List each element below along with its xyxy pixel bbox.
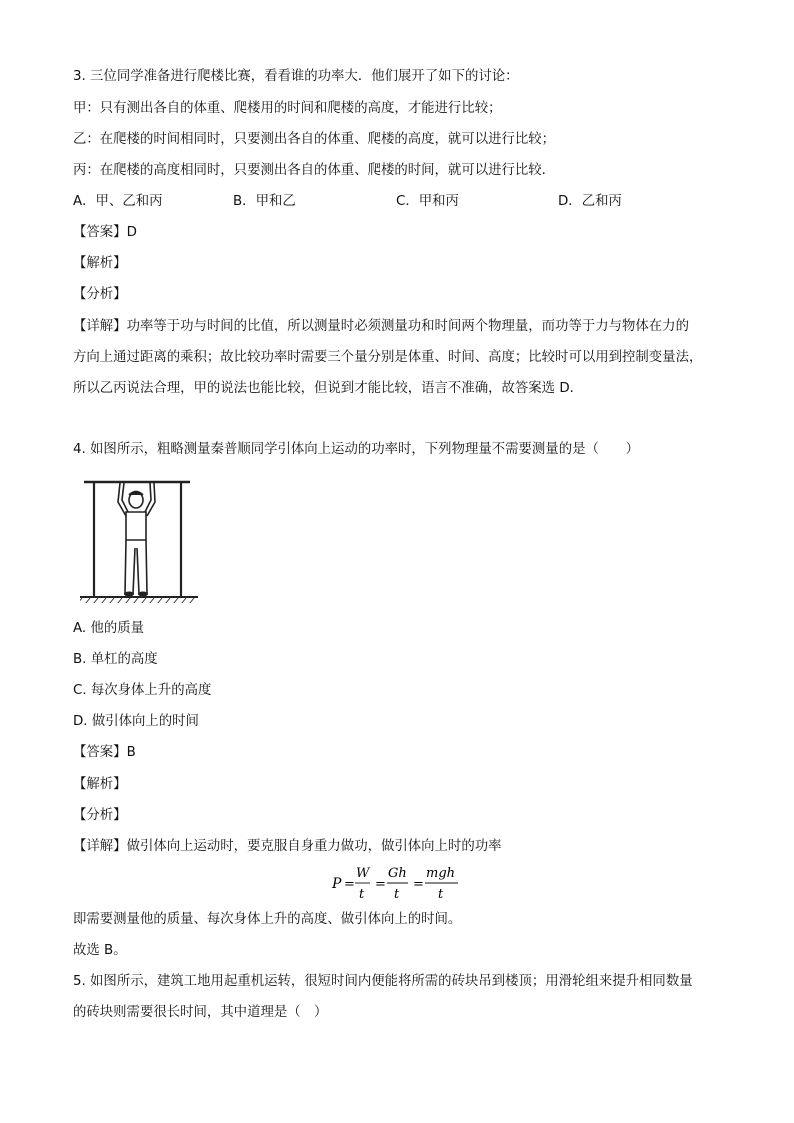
q3-option-d: D．乙和丙 (558, 194, 622, 209)
q4-option-b: B. 单杠的高度 (73, 652, 158, 667)
answer-tag: 【答案】 (73, 225, 127, 240)
q3-detail-line-3: 所以乙丙说法合理，甲的说法也能比较，但说到才能比较，语言不准确，故答案选 D． (73, 381, 584, 396)
q3-detail-line-1 (73, 318, 689, 336)
q5-stem-line-2: 的砖块则需要很长时间，其中道理是（ ） (73, 1005, 328, 1020)
q3-option-a: A．甲、乙和丙 (73, 194, 163, 209)
formula-lhs: P (332, 876, 342, 892)
formula-frac3-num: mgh (426, 866, 456, 881)
detail-tag: 【详解】 (73, 319, 127, 334)
q4-jiexi-tag: 【解析】 (73, 777, 127, 792)
q3-detail-line-2: 方向上通过距离的乘积；故比较功率时需要三个量分别是体重、时间、高度；比较时可以用到控制变量法， (73, 350, 703, 365)
detail-text: 功率等于功与时间的比值，所以测量时必须测量功和时间两个物理量，而功等于力与物体在力的 (126, 319, 689, 334)
q4-fenxi-tag: 【分析】 (73, 808, 127, 823)
q4-option-d: D. 做引体向上的时间 (73, 714, 199, 729)
power-formula (330, 860, 470, 906)
q3-statement-yi: 乙：在爬楼的时间相同时，只要测出各自的体重、爬楼的高度，就可以进行比较； (73, 132, 556, 147)
detail-tag: 【详解】 (73, 839, 127, 854)
q5-stem-line-1: 5. 如图所示，建筑工地用起重机运转，很短时间内便能将所需的砖块吊到楼顶；用滑轮组来提升相同数量 (73, 974, 693, 989)
pull-up-figure (80, 478, 202, 604)
answer-value: D (126, 225, 137, 240)
formula-frac2-num: Gh (388, 866, 407, 881)
q4-detail-line-1 (73, 838, 502, 856)
q3-statement-bing: 丙：在爬楼的高度相同时，只要测出各自的体重、爬楼的时间，就可以进行比较． (73, 163, 556, 178)
svg-text:=: = (344, 877, 355, 892)
svg-text:=: = (413, 877, 424, 892)
q3-option-c: C．甲和丙 (396, 194, 459, 209)
q4-detail-line-2: 即需要测量他的质量、每次身体上升的高度、做引体向上的时间。 (73, 912, 462, 927)
q4-option-c: C. 每次身体上升的高度 (73, 683, 212, 698)
formula-frac1-den: t (359, 887, 365, 902)
answer-value: B (126, 745, 136, 760)
detail-text: 做引体向上运动时，要克服自身重力做功，做引体向上时的功率 (126, 839, 502, 854)
q3-option-b: B．甲和乙 (233, 194, 296, 209)
q3-jiexi-tag: 【解析】 (73, 256, 127, 271)
q4-option-a: A. 他的质量 (73, 621, 144, 636)
q3-statement-jia: 甲：只有测出各自的体重、爬楼用的时间和爬楼的高度，才能进行比较； (73, 101, 502, 116)
svg-text:=: = (375, 877, 386, 892)
q3-fenxi-tag: 【分析】 (73, 287, 127, 302)
q4-conclusion: 故选 B。 (73, 943, 127, 958)
q4-answer (73, 744, 136, 762)
formula-frac3-den: t (438, 887, 444, 902)
q4-stem: 4. 如图所示，粗略测量秦普顺同学引体向上运动的功率时，下列物理量不需要测量的是（ ） (73, 442, 640, 457)
formula-frac2-den: t (394, 887, 400, 902)
q3-answer (73, 224, 137, 242)
q3-stem: 3. 三位同学准备进行爬楼比赛，看看谁的功率大．他们展开了如下的讨论： (73, 69, 519, 84)
answer-tag: 【答案】 (73, 745, 127, 760)
formula-frac1-num: W (356, 866, 370, 881)
